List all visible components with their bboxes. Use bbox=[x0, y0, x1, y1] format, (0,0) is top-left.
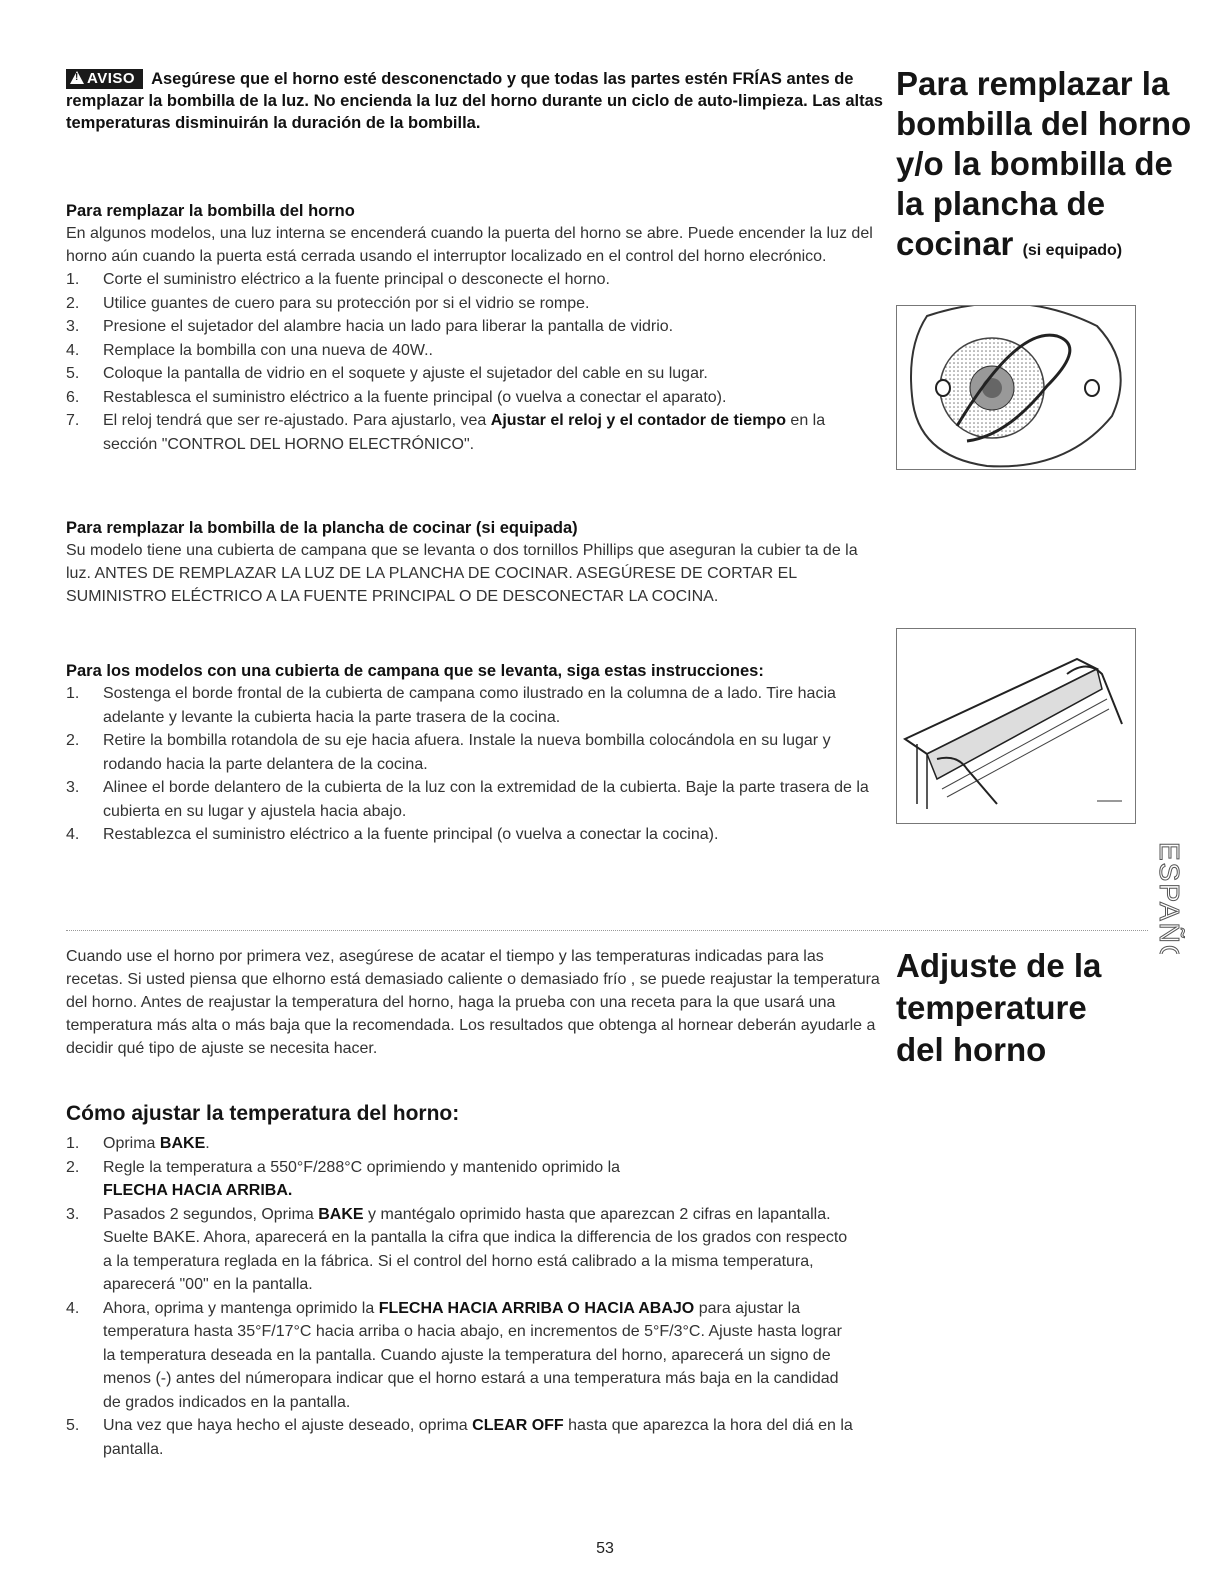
warning-badge: !AVISO bbox=[66, 69, 143, 89]
section-oven-bulb bbox=[66, 200, 876, 456]
list-item: 6. Restablesca el suministro eléctrico a la fuente principal (o vuelva a conectar el aparato). bbox=[66, 388, 727, 406]
list-item: 5. Coloque la pantalla de vidrio en el soquete y ajuste el sujetador del cable en su lugar. bbox=[66, 365, 708, 382]
section-text: Su modelo tiene una cubierta de campana que se levanta o dos tornillos Phillips que aseguran la cubier ta de la luz. ANTES DE REMPLAZAR LA LUZ DE LA PLANCHA DE COCINAR. ASEGÚRESE DE CORTAR EL SUMINISTRO ELÉCTRICO A LA FUENTE PRINCIPAL O DE DESCONECTAR LA COCINA. bbox=[66, 542, 858, 605]
list-item: 3. Alinee el borde delantero de la cubierta de la luz con la extremidad de la cubierta. Baje la parte trasera de la cubierta en su lugar y ajustela hacia abajo. bbox=[66, 779, 869, 820]
list-item: 2. Retire la bombilla rotandola de su eje hacia afuera. Instale la nueva bombilla colocándola en su lugar y rodando hacia la parte delantera de la cocina. bbox=[66, 732, 831, 773]
list-item: 4. Restablezca el suministro eléctrico a la fuente principal (o vuelva a conectar la cocina). bbox=[66, 826, 719, 843]
list-item: 3. Presione el sujetador del alambre hacia un lado para liberar la pantalla de vidrio. bbox=[66, 318, 674, 335]
warning-text: Asegúrese que el horno esté desconenctado y que todas las partes estén FRÍAS antes de remplazar la bombilla de la luz. No encienda la luz del horno durante un ciclo de auto-limpieza. Las altas temperaturas disminuirán la duración de la bombilla. bbox=[66, 70, 883, 132]
step-list bbox=[66, 268, 876, 456]
list-item: 5. Una vez que haya hecho el ajuste deseado, oprima CLEAR OFF hasta que aparezca la hora del diá en la pantalla. bbox=[66, 1417, 853, 1458]
language-tab bbox=[1108, 834, 1210, 954]
section-temp-steps bbox=[66, 1100, 856, 1461]
list-item: 1. Corte el suministro eléctrico a la fuente principal o desconecte el horno. bbox=[66, 271, 610, 288]
list-item: 2. Utilice guantes de cuero para su protección por si el vidrio se rompe. bbox=[66, 294, 590, 312]
list-item: 1. Sostenga el borde frontal de la cubierta de campana como ilustrado en la columna de a lado. Tire hacia adelante y levante la cubierta hacia la parte trasera de la cocina. bbox=[66, 685, 836, 726]
language-tab-label: ESPAÑOL bbox=[1154, 842, 1185, 954]
hood-cover-illustration bbox=[896, 628, 1136, 824]
side-heading-bulb-suffix: (si equipado) bbox=[1022, 242, 1123, 259]
list-item: 4. Remplace la bombilla con una nueva de 40W.. bbox=[66, 341, 433, 359]
page-number: 53 bbox=[596, 1540, 614, 1557]
list-item: 3. Pasados 2 segundos, Oprima BAKE y mantégalo oprimido hasta que aparezcan 2 cifras en lapantalla. Suelte BAKE. Ahora, aparecerá en la pantalla la cifra que indica la differencia de los grados con respecto a la temperatura reglada en la fábrica. Si el control del horno está calibrado a la misma temperatura, aparecerá "00" en la pantalla. bbox=[66, 1205, 848, 1293]
section-heading: Para remplazar la bombilla de la plancha de cocinar (si equipada) bbox=[66, 519, 578, 537]
step-list bbox=[66, 1132, 856, 1461]
list-item: 1. Oprima BAKE. bbox=[66, 1135, 210, 1152]
section-heading: Para remplazar la bombilla del horno bbox=[66, 202, 355, 220]
section-intro: En algunos modelos, una luz interna se encenderá cuando la puerta del horno se abre. Puede encender la luz del horno aún cuando la puerta está cerrada usando el interruptor localizado en el control del horno elecrónico. bbox=[66, 225, 873, 265]
section-temp-intro: Cuando use el horno por primera vez, asegúrese de acatar el tiempo y las temperaturas indicadas para las recetas. Si usted piensa que elhorno está demasiado caliente o demasiado frío , se puede reajustar la temperatura del horno. Antes de reajustar la temperatura del horno, haga la prueba con una receta para la que usará una temperatura más alta o más baja que la recomendada. Los resultados que obtenga al hornear deberán ayudarle a decidir qué tipo de ajuste se necesita hacer. bbox=[66, 948, 880, 1057]
oven-bulb-illustration bbox=[896, 305, 1136, 470]
warning-triangle-icon bbox=[70, 71, 84, 84]
section-heading: Para los modelos con una cubierta de campana que se levanta, siga estas instrucciones: bbox=[66, 662, 764, 680]
warning-notice bbox=[66, 68, 906, 134]
list-item: 7. El reloj tendrá que ser re-ajustado. Para ajustarlo, vea Ajustar el reloj y el contador de tiempo en la sección "CONTROL DEL HORNO ELECTRÓNICO". bbox=[66, 412, 826, 453]
side-heading-bulb bbox=[896, 64, 1196, 271]
section-heading: Cómo ajustar la temperatura del horno: bbox=[66, 1102, 460, 1125]
step-list bbox=[66, 682, 876, 847]
side-heading-temperature: Adjuste de la temperature del horno bbox=[896, 947, 1102, 1068]
section-divider bbox=[66, 930, 1148, 931]
side-heading-bulb-title: Para remplazar la bombilla del horno y/o la bombilla de la plancha de cocinar bbox=[896, 65, 1192, 262]
section-hood-models bbox=[66, 660, 876, 847]
list-item: 2. Regle la temperatura a 550°F/288°C oprimiendo y mantenido oprimido la FLECHA HACIA ARRIBA. bbox=[66, 1158, 621, 1199]
section-cooktop-bulb bbox=[66, 517, 876, 608]
list-item: 4. Ahora, oprima y mantenga oprimido la FLECHA HACIA ARRIBA O HACIA ABAJO para ajustar la temperatura hasta 35°F/17°C hacia arriba o hacia abajo, en incrementos de 5°F/3°C. Ajuste hasta lograr la temperatura deseada en la pantalla. Cuando ajuste la temperatura del horno, aparecerá un signo de menos (-) antes del númeropara indicar que el horno estará a una temperatura más baja en la candidad de grados indicados en la pantalla. bbox=[66, 1299, 842, 1411]
